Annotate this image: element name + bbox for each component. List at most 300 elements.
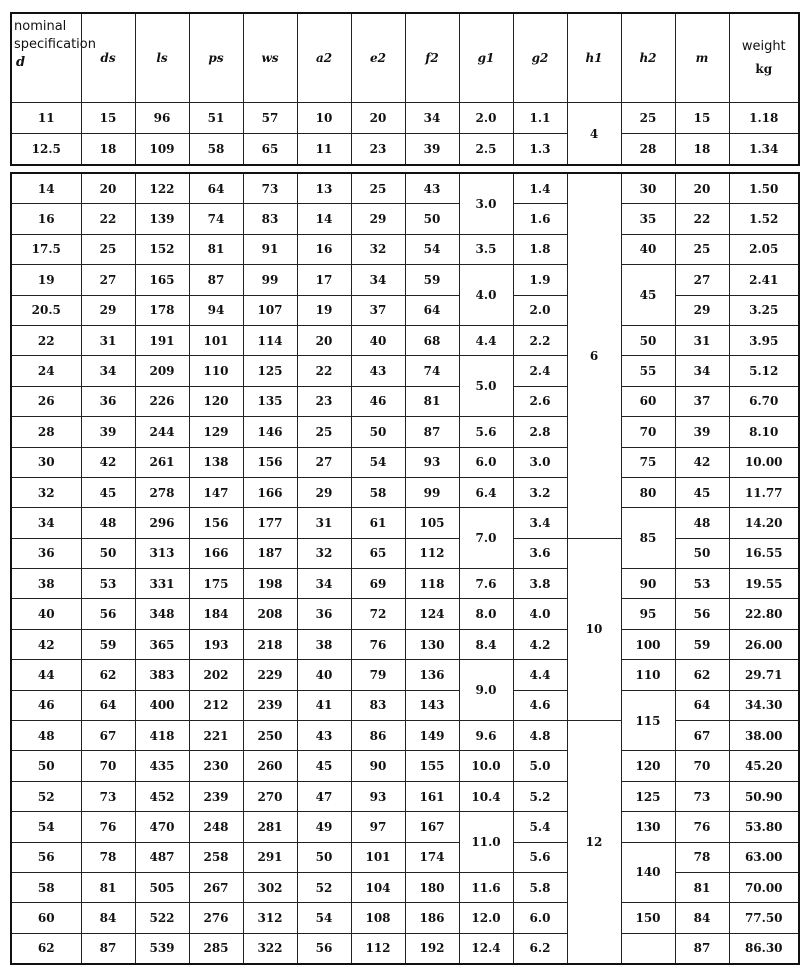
cell-weight: 34.30 — [729, 690, 799, 720]
spec-table-header — [10, 12, 800, 166]
cell-ds: 78 — [81, 842, 135, 872]
table-row — [11, 386, 799, 416]
cell-g2: 2.0 — [513, 295, 567, 325]
cell-m: 15 — [675, 103, 729, 134]
cell-d: 54 — [11, 812, 81, 842]
cell-d: 58 — [11, 872, 81, 902]
cell-g2: 1.3 — [513, 134, 567, 166]
cell-ws: 73 — [243, 173, 297, 204]
cell-ps: 64 — [189, 173, 243, 204]
header-ls: ls — [135, 13, 189, 103]
cell-f2: 118 — [405, 569, 459, 599]
cell-e2: 29 — [351, 204, 405, 234]
cell-ws: 218 — [243, 629, 297, 659]
cell-ds: 87 — [81, 933, 135, 964]
cell-d: 34 — [11, 508, 81, 538]
cell-a2: 20 — [297, 325, 351, 355]
cell-ps: 184 — [189, 599, 243, 629]
cell-ws: 208 — [243, 599, 297, 629]
cell-h1: 10 — [567, 538, 621, 720]
cell-m: 62 — [675, 660, 729, 690]
header-row — [11, 13, 799, 103]
cell-h2: 55 — [621, 356, 675, 386]
cell-ws: 239 — [243, 690, 297, 720]
cell-e2: 54 — [351, 447, 405, 477]
cell-d: 28 — [11, 417, 81, 447]
cell-g2: 5.8 — [513, 872, 567, 902]
cell-ds: 59 — [81, 629, 135, 659]
cell-ls: 470 — [135, 812, 189, 842]
table-row — [11, 477, 799, 507]
cell-h2: 85 — [621, 508, 675, 569]
cell-g2: 2.4 — [513, 356, 567, 386]
cell-h1: 12 — [567, 721, 621, 965]
header-g1: g1 — [459, 13, 513, 103]
header-nominal-line1: nominal — [14, 19, 67, 34]
cell-ls: 209 — [135, 356, 189, 386]
cell-d: 12.5 — [11, 134, 81, 166]
cell-g2: 6.2 — [513, 933, 567, 964]
cell-g2: 3.8 — [513, 569, 567, 599]
cell-m: 20 — [675, 173, 729, 204]
cell-g1: 4.0 — [459, 265, 513, 326]
cell-e2: 90 — [351, 751, 405, 781]
table-row — [11, 751, 799, 781]
header-f2: f2 — [405, 13, 459, 103]
cell-weight: 1.34 — [729, 134, 799, 166]
cell-ps: 212 — [189, 690, 243, 720]
cell-ps: 147 — [189, 477, 243, 507]
cell-d: 62 — [11, 933, 81, 964]
cell-h2: 130 — [621, 812, 675, 842]
cell-ps: 110 — [189, 356, 243, 386]
cell-ps: 230 — [189, 751, 243, 781]
table-row — [11, 872, 799, 902]
cell-a2: 38 — [297, 629, 351, 659]
cell-g1: 12.4 — [459, 933, 513, 964]
cell-m: 53 — [675, 569, 729, 599]
cell-g1: 2.5 — [459, 134, 513, 166]
cell-d: 46 — [11, 690, 81, 720]
cell-weight: 19.55 — [729, 569, 799, 599]
cell-f2: 99 — [405, 477, 459, 507]
cell-f2: 64 — [405, 295, 459, 325]
table-row — [11, 690, 799, 720]
cell-h2: 80 — [621, 477, 675, 507]
cell-weight: 1.50 — [729, 173, 799, 204]
cell-g2: 2.2 — [513, 325, 567, 355]
cell-ws: 57 — [243, 103, 297, 134]
cell-f2: 43 — [405, 173, 459, 204]
cell-e2: 76 — [351, 629, 405, 659]
cell-g1: 3.5 — [459, 234, 513, 264]
cell-f2: 174 — [405, 842, 459, 872]
cell-g2: 4.0 — [513, 599, 567, 629]
cell-ps: 156 — [189, 508, 243, 538]
cell-e2: 34 — [351, 265, 405, 295]
cell-d: 20.5 — [11, 295, 81, 325]
cell-e2: 93 — [351, 781, 405, 811]
cell-f2: 167 — [405, 812, 459, 842]
cell-a2: 29 — [297, 477, 351, 507]
cell-g2: 3.4 — [513, 508, 567, 538]
cell-m: 87 — [675, 933, 729, 964]
cell-f2: 54 — [405, 234, 459, 264]
cell-d: 60 — [11, 903, 81, 933]
cell-ds: 53 — [81, 569, 135, 599]
cell-ls: 452 — [135, 781, 189, 811]
cell-ds: 22 — [81, 204, 135, 234]
cell-a2: 34 — [297, 569, 351, 599]
cell-ls: 278 — [135, 477, 189, 507]
cell-f2: 68 — [405, 325, 459, 355]
cell-ws: 250 — [243, 721, 297, 751]
cell-ds: 64 — [81, 690, 135, 720]
cell-a2: 52 — [297, 872, 351, 902]
cell-f2: 112 — [405, 538, 459, 568]
cell-h1: 4 — [567, 103, 621, 166]
cell-ws: 99 — [243, 265, 297, 295]
cell-weight: 29.71 — [729, 660, 799, 690]
cell-ls: 109 — [135, 134, 189, 166]
cell-d: 14 — [11, 173, 81, 204]
cell-ps: 239 — [189, 781, 243, 811]
header-nominal-symbol: d — [16, 55, 26, 70]
cell-m: 64 — [675, 690, 729, 720]
cell-ds: 48 — [81, 508, 135, 538]
cell-g2: 4.2 — [513, 629, 567, 659]
cell-f2: 34 — [405, 103, 459, 134]
cell-ds: 34 — [81, 356, 135, 386]
cell-g2: 2.6 — [513, 386, 567, 416]
cell-ws: 270 — [243, 781, 297, 811]
cell-h2: 140 — [621, 842, 675, 903]
cell-m: 34 — [675, 356, 729, 386]
cell-ls: 96 — [135, 103, 189, 134]
cell-e2: 83 — [351, 690, 405, 720]
cell-g2: 1.8 — [513, 234, 567, 264]
cell-d: 24 — [11, 356, 81, 386]
cell-ws: 83 — [243, 204, 297, 234]
cell-ps: 120 — [189, 386, 243, 416]
cell-ls: 539 — [135, 933, 189, 964]
table-row — [11, 781, 799, 811]
cell-h2: 110 — [621, 660, 675, 690]
cell-ws: 260 — [243, 751, 297, 781]
cell-d: 32 — [11, 477, 81, 507]
cell-ps: 285 — [189, 933, 243, 964]
cell-e2: 23 — [351, 134, 405, 166]
cell-d: 19 — [11, 265, 81, 295]
cell-a2: 45 — [297, 751, 351, 781]
table-row — [11, 356, 799, 386]
cell-a2: 27 — [297, 447, 351, 477]
cell-a2: 54 — [297, 903, 351, 933]
header-h1: h1 — [567, 13, 621, 103]
cell-a2: 56 — [297, 933, 351, 964]
cell-ps: 138 — [189, 447, 243, 477]
table-row — [11, 508, 799, 538]
table-row — [11, 842, 799, 872]
cell-f2: 136 — [405, 660, 459, 690]
cell-ds: 29 — [81, 295, 135, 325]
cell-g1: 5.0 — [459, 356, 513, 417]
cell-d: 40 — [11, 599, 81, 629]
cell-a2: 25 — [297, 417, 351, 447]
cell-h2: 60 — [621, 386, 675, 416]
cell-g2: 2.8 — [513, 417, 567, 447]
cell-weight: 6.70 — [729, 386, 799, 416]
header-weight-label: weight — [741, 39, 786, 54]
header-nominal-specification — [11, 13, 96, 103]
cell-ls: 261 — [135, 447, 189, 477]
cell-ps: 248 — [189, 812, 243, 842]
cell-g2: 6.0 — [513, 903, 567, 933]
table-body — [11, 173, 799, 964]
cell-weight: 14.20 — [729, 508, 799, 538]
cell-f2: 161 — [405, 781, 459, 811]
table-row — [11, 325, 799, 355]
table-row — [11, 812, 799, 842]
cell-ls: 348 — [135, 599, 189, 629]
cell-g2: 5.2 — [513, 781, 567, 811]
cell-m: 48 — [675, 508, 729, 538]
cell-a2: 10 — [297, 103, 351, 134]
cell-ls: 139 — [135, 204, 189, 234]
cell-f2: 59 — [405, 265, 459, 295]
cell-ds: 70 — [81, 751, 135, 781]
cell-d: 52 — [11, 781, 81, 811]
cell-ps: 166 — [189, 538, 243, 568]
cell-f2: 155 — [405, 751, 459, 781]
cell-g1: 6.0 — [459, 447, 513, 477]
cell-e2: 20 — [351, 103, 405, 134]
cell-m: 50 — [675, 538, 729, 568]
cell-ps: 202 — [189, 660, 243, 690]
table-row — [11, 173, 799, 204]
cell-g1: 4.4 — [459, 325, 513, 355]
cell-weight: 3.95 — [729, 325, 799, 355]
cell-ps: 267 — [189, 872, 243, 902]
cell-ps: 87 — [189, 265, 243, 295]
cell-ps: 175 — [189, 569, 243, 599]
cell-m: 29 — [675, 295, 729, 325]
cell-ps: 221 — [189, 721, 243, 751]
cell-a2: 13 — [297, 173, 351, 204]
cell-m: 78 — [675, 842, 729, 872]
cell-e2: 40 — [351, 325, 405, 355]
cell-e2: 112 — [351, 933, 405, 964]
cell-g2: 3.6 — [513, 538, 567, 568]
cell-h2: 115 — [621, 690, 675, 751]
header-h2: h2 — [621, 13, 675, 103]
table-row — [11, 933, 799, 964]
cell-g1: 9.0 — [459, 660, 513, 721]
cell-ds: 27 — [81, 265, 135, 295]
table-row — [11, 599, 799, 629]
table-row — [11, 234, 799, 264]
cell-ds: 73 — [81, 781, 135, 811]
cell-f2: 105 — [405, 508, 459, 538]
cell-d: 56 — [11, 842, 81, 872]
cell-weight: 5.12 — [729, 356, 799, 386]
cell-ps: 51 — [189, 103, 243, 134]
cell-ls: 244 — [135, 417, 189, 447]
cell-e2: 37 — [351, 295, 405, 325]
cell-d: 16 — [11, 204, 81, 234]
cell-ds: 76 — [81, 812, 135, 842]
cell-ls: 522 — [135, 903, 189, 933]
cell-g2: 4.4 — [513, 660, 567, 690]
cell-m: 76 — [675, 812, 729, 842]
cell-e2: 50 — [351, 417, 405, 447]
cell-ls: 165 — [135, 265, 189, 295]
cell-ps: 129 — [189, 417, 243, 447]
table-row — [11, 265, 799, 295]
cell-ws: 135 — [243, 386, 297, 416]
cell-h2 — [621, 933, 675, 964]
cell-ws: 281 — [243, 812, 297, 842]
cell-ls: 487 — [135, 842, 189, 872]
cell-ps: 258 — [189, 842, 243, 872]
cell-weight: 11.77 — [729, 477, 799, 507]
cell-f2: 186 — [405, 903, 459, 933]
cell-ls: 152 — [135, 234, 189, 264]
header-ps: ps — [189, 13, 243, 103]
table-row — [11, 629, 799, 659]
cell-ds: 42 — [81, 447, 135, 477]
cell-weight: 70.00 — [729, 872, 799, 902]
cell-m: 37 — [675, 386, 729, 416]
cell-m: 42 — [675, 447, 729, 477]
cell-g2: 3.2 — [513, 477, 567, 507]
table-row — [11, 103, 799, 134]
cell-weight: 3.25 — [729, 295, 799, 325]
cell-h2: 90 — [621, 569, 675, 599]
cell-ws: 291 — [243, 842, 297, 872]
cell-ds: 62 — [81, 660, 135, 690]
cell-d: 36 — [11, 538, 81, 568]
cell-h2: 35 — [621, 204, 675, 234]
cell-e2: 61 — [351, 508, 405, 538]
cell-h2: 100 — [621, 629, 675, 659]
cell-g1: 9.6 — [459, 721, 513, 751]
cell-f2: 124 — [405, 599, 459, 629]
cell-e2: 101 — [351, 842, 405, 872]
cell-h2: 70 — [621, 417, 675, 447]
cell-d: 42 — [11, 629, 81, 659]
cell-m: 39 — [675, 417, 729, 447]
cell-ds: 56 — [81, 599, 135, 629]
cell-ps: 81 — [189, 234, 243, 264]
cell-ps: 74 — [189, 204, 243, 234]
cell-a2: 41 — [297, 690, 351, 720]
cell-f2: 74 — [405, 356, 459, 386]
cell-a2: 32 — [297, 538, 351, 568]
cell-m: 31 — [675, 325, 729, 355]
cell-e2: 65 — [351, 538, 405, 568]
cell-ls: 226 — [135, 386, 189, 416]
cell-weight: 1.18 — [729, 103, 799, 134]
cell-g2: 1.1 — [513, 103, 567, 134]
cell-a2: 43 — [297, 721, 351, 751]
cell-g2: 4.6 — [513, 690, 567, 720]
cell-g1: 10.0 — [459, 751, 513, 781]
header-weight — [729, 13, 799, 103]
cell-ds: 50 — [81, 538, 135, 568]
table-row — [11, 721, 799, 751]
cell-h2: 150 — [621, 903, 675, 933]
cell-weight: 2.41 — [729, 265, 799, 295]
cell-h2: 75 — [621, 447, 675, 477]
cell-weight: 10.00 — [729, 447, 799, 477]
cell-weight: 77.50 — [729, 903, 799, 933]
cell-m: 25 — [675, 234, 729, 264]
cell-ws: 187 — [243, 538, 297, 568]
cell-g1: 10.4 — [459, 781, 513, 811]
cell-ws: 91 — [243, 234, 297, 264]
cell-g1: 8.0 — [459, 599, 513, 629]
cell-ds: 36 — [81, 386, 135, 416]
cell-f2: 81 — [405, 386, 459, 416]
header-nominal-line2: specification — [14, 37, 96, 52]
cell-m: 27 — [675, 265, 729, 295]
cell-ws: 166 — [243, 477, 297, 507]
table-row — [11, 569, 799, 599]
cell-h2: 50 — [621, 325, 675, 355]
cell-ls: 400 — [135, 690, 189, 720]
cell-weight: 1.52 — [729, 204, 799, 234]
cell-weight: 26.00 — [729, 629, 799, 659]
cell-d: 17.5 — [11, 234, 81, 264]
cell-ws: 156 — [243, 447, 297, 477]
cell-ps: 276 — [189, 903, 243, 933]
cell-weight: 86.30 — [729, 933, 799, 964]
cell-d: 38 — [11, 569, 81, 599]
cell-weight: 50.90 — [729, 781, 799, 811]
cell-ds: 18 — [81, 134, 135, 166]
cell-e2: 69 — [351, 569, 405, 599]
cell-ls: 505 — [135, 872, 189, 902]
cell-h1: 6 — [567, 173, 621, 538]
cell-a2: 16 — [297, 234, 351, 264]
cell-a2: 23 — [297, 386, 351, 416]
cell-m: 84 — [675, 903, 729, 933]
cell-e2: 46 — [351, 386, 405, 416]
cell-e2: 97 — [351, 812, 405, 842]
cell-h2: 40 — [621, 234, 675, 264]
table-row — [11, 447, 799, 477]
cell-ds: 20 — [81, 173, 135, 204]
header-m: m — [675, 13, 729, 103]
cell-g1: 8.4 — [459, 629, 513, 659]
cell-f2: 39 — [405, 134, 459, 166]
cell-f2: 149 — [405, 721, 459, 751]
cell-m: 73 — [675, 781, 729, 811]
cell-g1: 7.6 — [459, 569, 513, 599]
cell-weight: 8.10 — [729, 417, 799, 447]
cell-a2: 36 — [297, 599, 351, 629]
cell-a2: 40 — [297, 660, 351, 690]
cell-ps: 101 — [189, 325, 243, 355]
cell-d: 22 — [11, 325, 81, 355]
cell-a2: 31 — [297, 508, 351, 538]
table-row — [11, 295, 799, 325]
cell-h2: 125 — [621, 781, 675, 811]
cell-ds: 31 — [81, 325, 135, 355]
cell-g2: 5.0 — [513, 751, 567, 781]
cell-h2: 30 — [621, 173, 675, 204]
